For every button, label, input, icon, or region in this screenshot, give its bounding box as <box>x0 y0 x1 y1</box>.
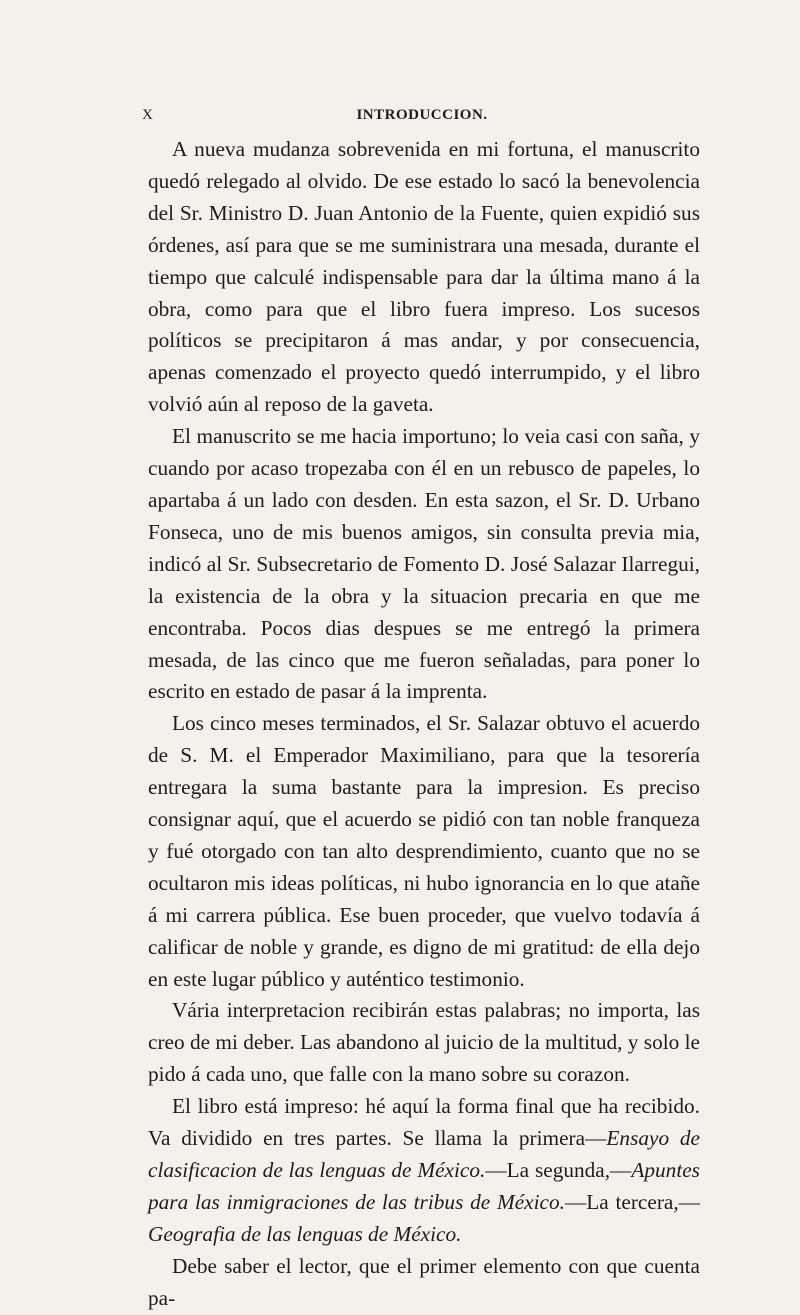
page-number: X <box>142 107 154 123</box>
paragraph-5 <box>148 1091 700 1251</box>
paragraph-4: Vária interpretacion recibirán estas palabras; no importa, las creo de mi deber. Las abandono al juicio de la multitud, y solo le pido á cada uno, que falle con la mano sobre su corazon. <box>148 998 700 1087</box>
paragraph-5-text-2: —La segunda,— <box>485 1158 632 1182</box>
book-part-title-1: Ensayo de clasificacion de las lenguas de México. <box>148 1126 701 1182</box>
book-part-title-3: Geografia de las lenguas de México. <box>148 1221 462 1246</box>
paragraph-6: Debe saber el lector, que el primer elemento con que cuenta pa- <box>148 1253 700 1310</box>
header-title: INTRODUCCION. <box>356 107 488 123</box>
paragraph-5-text-3: —La tercera,— <box>564 1189 700 1214</box>
body-text <box>148 134 700 1315</box>
paragraph-2: El manuscrito se me hacia importuno; lo veia casi con saña, y cuando por acaso tropezaba con él en un rebusco de papeles, lo apartaba á un lado con desden. En esta sazon, el Sr. D. Urbano Fonseca, uno de mis buenos amigos, sin consulta previa mia, indicó al Sr. Subsecretario de Fomento D. José Salazar Ilarregui, la existencia de la obra y la situacion precaria en que me encontraba. Pocos dias despues se me entregó la primera mesada, de las cinco que me fueron señaladas, para poner lo escrito en estado de pasar á la imprenta. <box>148 424 700 704</box>
running-head <box>142 107 702 129</box>
paragraph-5-text-1: El libro está impreso: hé aquí la forma final que ha recibido. Va dividido en tres partes. Se llama la primera— <box>148 1094 700 1151</box>
book-part-title-2: Apuntes para las inmigraciones de las tribus de México. <box>148 1158 700 1214</box>
paragraph-1: A nueva mudanza sobrevenida en mi fortuna, el manuscrito quedó relegado al olvido. De ese estado lo sacó la benevolencia del Sr. Ministro D. Juan Antonio de la Fuente, quien expidió sus órdenes, así para que se me suministrara una mesada, durante el tiempo que calculé indispensable para dar la última mano á la obra, como para que el libro fuera impreso. Los sucesos políticos se precipitaron á mas andar, y por consecuencia, apenas comenzado el proyecto quedó interrumpido, y el libro volvió aún al reposo de la gaveta. <box>148 137 700 417</box>
paragraph-3: Los cinco meses terminados, el Sr. Salazar obtuvo el acuerdo de S. M. el Emperador Maximiliano, para que la tesorería entregara la suma bastante para la impresion. Es preciso consignar aquí, que el acuerdo se pidió con tan noble franqueza y fué otorgado con tan alto desprendimiento, cuanto que no se ocultaron mis ideas políticas, ni hubo ignorancia en lo que atañe á mi carrera pública. Ese buen proceder, que vuelvo todavía á calificar de noble y grande, es digno de mi gratitud: de ella dejo en este lugar público y auténtico testimonio. <box>148 711 700 991</box>
